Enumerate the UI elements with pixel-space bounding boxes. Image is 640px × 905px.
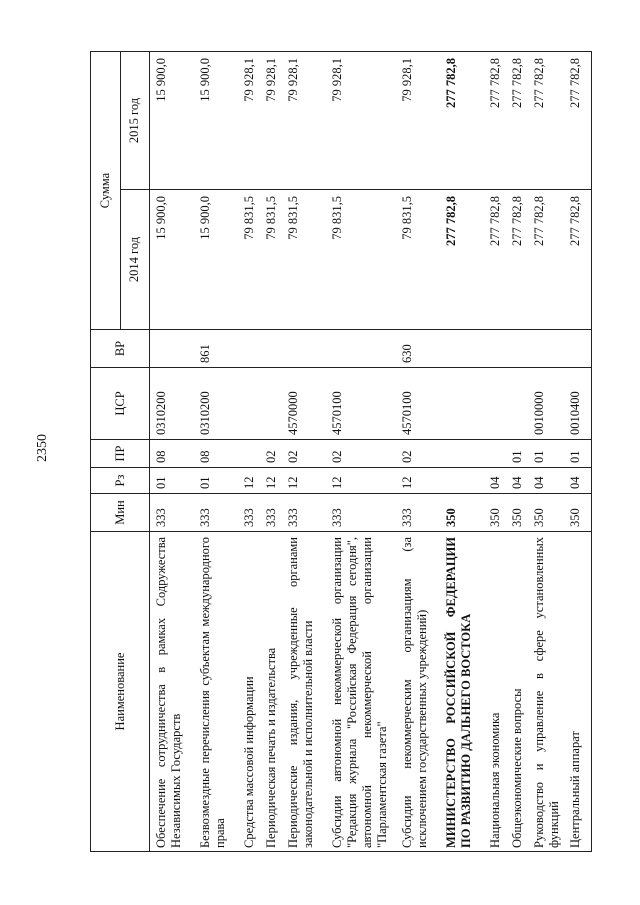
row-rz: 01 xyxy=(150,468,194,494)
row-csr: 0010400 xyxy=(564,368,592,440)
row-csr: 4570100 xyxy=(396,368,440,440)
row-pr xyxy=(440,440,484,468)
table-row xyxy=(194,52,238,852)
row-min: 333 xyxy=(194,494,238,532)
row-min: 333 xyxy=(260,494,282,532)
row-name: Руководство и управление в сфере установленных функций xyxy=(528,532,564,852)
row-value-2014: 79 831,5 xyxy=(238,190,260,330)
row-min: 333 xyxy=(396,494,440,532)
row-name: Национальная экономика xyxy=(484,532,506,852)
row-rz: 12 xyxy=(326,468,396,494)
row-min: 350 xyxy=(484,494,506,532)
row-name: Центральный аппарат xyxy=(564,532,592,852)
table-row xyxy=(238,52,260,852)
row-value-2014: 277 782,8 xyxy=(506,190,528,330)
table-row xyxy=(484,52,506,852)
row-value-2014: 15 900,0 xyxy=(194,190,238,330)
row-pr: 08 xyxy=(150,440,194,468)
header-min: Мин xyxy=(91,494,150,532)
row-value-2014: 277 782,8 xyxy=(564,190,592,330)
row-min: 350 xyxy=(528,494,564,532)
table-row xyxy=(506,52,528,852)
page-number: 2350 xyxy=(35,434,50,462)
row-min: 333 xyxy=(150,494,194,532)
row-pr: 02 xyxy=(260,440,282,468)
row-rz: 12 xyxy=(396,468,440,494)
table-body xyxy=(150,52,592,852)
header-sum: Сумма xyxy=(91,52,121,330)
table-row xyxy=(440,52,484,852)
row-min: 333 xyxy=(238,494,260,532)
header-csr: ЦСР xyxy=(91,368,150,440)
row-rz: 01 xyxy=(194,468,238,494)
row-csr xyxy=(440,368,484,440)
row-name: Общеэкономические вопросы xyxy=(506,532,528,852)
header-2014: 2014 год xyxy=(120,190,150,330)
row-pr: 02 xyxy=(326,440,396,468)
header-pr: ПР xyxy=(91,440,150,468)
row-rz: 04 xyxy=(484,468,506,494)
row-min: 350 xyxy=(440,494,484,532)
row-vr xyxy=(506,330,528,368)
row-value-2014: 15 900,0 xyxy=(150,190,194,330)
row-value-2015: 79 928,1 xyxy=(326,52,396,190)
row-pr: 01 xyxy=(506,440,528,468)
row-value-2014: 277 782,8 xyxy=(440,190,484,330)
row-csr: 0010000 xyxy=(528,368,564,440)
row-name: Периодические издания, учрежденные органами законодательной и исполнительной власти xyxy=(282,532,326,852)
row-value-2015: 277 782,8 xyxy=(528,52,564,190)
row-value-2014: 277 782,8 xyxy=(484,190,506,330)
row-value-2014: 277 782,8 xyxy=(528,190,564,330)
row-csr xyxy=(484,368,506,440)
row-name: Периодическая печать и издательства xyxy=(260,532,282,852)
row-rz: 04 xyxy=(528,468,564,494)
row-pr: 02 xyxy=(396,440,440,468)
row-pr xyxy=(484,440,506,468)
row-csr: 0310200 xyxy=(194,368,238,440)
budget-table xyxy=(90,51,592,852)
row-value-2014: 79 831,5 xyxy=(396,190,440,330)
row-vr xyxy=(484,330,506,368)
row-name: Обеспечение сотрудничества в рамках Содружества Независимых Государств xyxy=(150,532,194,852)
row-pr: 02 xyxy=(282,440,326,468)
row-csr: 4570000 xyxy=(282,368,326,440)
row-name: Безвозмездные перечисления субъектам международного права xyxy=(194,532,238,852)
row-csr: 0310200 xyxy=(150,368,194,440)
row-rz: 04 xyxy=(506,468,528,494)
row-rz: 12 xyxy=(238,468,260,494)
header-rz: Рз xyxy=(91,468,150,494)
budget-table-wrapper xyxy=(90,52,630,852)
row-name: МИНИСТЕРСТВО РОССИЙСКОЙ ФЕДЕРАЦИИ ПО РАЗВИТИЮ ДАЛЬНЕГО ВОСТОКА xyxy=(440,532,484,852)
row-pr: 08 xyxy=(194,440,238,468)
row-min: 350 xyxy=(564,494,592,532)
row-name: Субсидии автономной некоммерческой организации "Редакция журнала "Российская Федерация сегодня", автономной некоммерческой организации "Парламентская газета" xyxy=(326,532,396,852)
row-name: Средства массовой информации xyxy=(238,532,260,852)
row-vr xyxy=(326,330,396,368)
row-value-2014: 79 831,5 xyxy=(326,190,396,330)
row-value-2015: 79 928,1 xyxy=(282,52,326,190)
row-value-2015: 15 900,0 xyxy=(150,52,194,190)
row-name: Субсидии некоммерческим организациям (за исключением государственных учреждений) xyxy=(396,532,440,852)
row-value-2014: 79 831,5 xyxy=(282,190,326,330)
row-min: 350 xyxy=(506,494,528,532)
row-value-2015: 79 928,1 xyxy=(396,52,440,190)
row-vr xyxy=(564,330,592,368)
row-value-2015: 79 928,1 xyxy=(260,52,282,190)
row-value-2015: 277 782,8 xyxy=(440,52,484,190)
row-vr xyxy=(260,330,282,368)
table-row xyxy=(260,52,282,852)
row-value-2015: 79 928,1 xyxy=(238,52,260,190)
row-pr: 01 xyxy=(564,440,592,468)
row-csr xyxy=(260,368,282,440)
row-value-2015: 277 782,8 xyxy=(506,52,528,190)
row-vr xyxy=(150,330,194,368)
row-vr xyxy=(238,330,260,368)
row-min: 333 xyxy=(326,494,396,532)
row-rz xyxy=(440,468,484,494)
row-pr: 01 xyxy=(528,440,564,468)
row-pr xyxy=(238,440,260,468)
table-row xyxy=(150,52,194,852)
table-row xyxy=(326,52,396,852)
table-row xyxy=(528,52,564,852)
row-rz: 04 xyxy=(564,468,592,494)
table-row xyxy=(282,52,326,852)
row-vr: 630 xyxy=(396,330,440,368)
row-min: 333 xyxy=(282,494,326,532)
header-vr: ВР xyxy=(91,330,150,368)
row-rz: 12 xyxy=(260,468,282,494)
row-csr xyxy=(506,368,528,440)
row-vr xyxy=(440,330,484,368)
row-value-2014: 79 831,5 xyxy=(260,190,282,330)
table-row xyxy=(396,52,440,852)
header-name: Наименование xyxy=(91,532,150,852)
row-vr xyxy=(282,330,326,368)
row-csr: 4570100 xyxy=(326,368,396,440)
table-row xyxy=(564,52,592,852)
row-value-2015: 277 782,8 xyxy=(564,52,592,190)
row-value-2015: 15 900,0 xyxy=(194,52,238,190)
row-value-2015: 277 782,8 xyxy=(484,52,506,190)
row-vr: 861 xyxy=(194,330,238,368)
row-vr xyxy=(528,330,564,368)
header-2015: 2015 год xyxy=(120,52,150,190)
row-csr xyxy=(238,368,260,440)
row-rz: 12 xyxy=(282,468,326,494)
